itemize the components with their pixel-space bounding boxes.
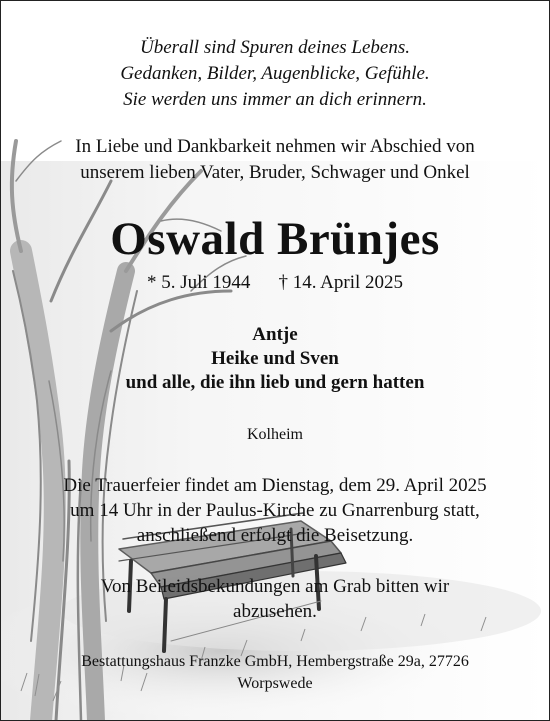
poem-line: Sie werden uns immer an dich erinnern. [123, 89, 427, 110]
mourner-line: Antje [252, 324, 298, 345]
undertaker-line: Bestattungshaus Franzke GmbH, Hembergstraße 29a, 27726 [81, 653, 469, 670]
deceased-name: Oswald Brünjes [110, 213, 440, 265]
condolence-notice [1, 574, 549, 624]
service-line: anschließend erfolgt die Beisetzung. [136, 525, 414, 546]
service-line: um 14 Uhr in der Paulus-Kirche zu Gnarrenburg statt, [70, 500, 480, 521]
farewell-intro [1, 134, 549, 186]
birth-date: * 5. Juli 1944 [146, 272, 251, 293]
poem-line: Überall sind Spuren deines Lebens. [139, 37, 411, 58]
intro-line: In Liebe und Dankbarkeit nehmen wir Abschied von [75, 136, 475, 157]
funeral-service-info [1, 473, 549, 548]
service-line: Die Trauerfeier findet am Dienstag, dem 29. April 2025 [63, 475, 487, 496]
life-dates [1, 270, 549, 296]
notice-line: Von Beileidsbekundungen am Grab bitten wir [100, 576, 450, 597]
mourners-list [1, 323, 549, 395]
undertaker-line: Worpswede [237, 675, 313, 692]
death-date: † 14. April 2025 [278, 272, 403, 293]
memorial-poem [1, 35, 549, 113]
poem-line: Gedanken, Bilder, Augenblicke, Gefühle. [120, 63, 430, 84]
place-name: Kolheim [247, 426, 303, 443]
notice-line: abzusehen. [233, 601, 317, 622]
mourner-line: Heike und Sven [211, 348, 339, 369]
funeral-home-info [1, 651, 549, 695]
intro-line: unserem lieben Vater, Bruder, Schwager und Onkel [80, 162, 470, 183]
mourner-line: und alle, die ihn lieb und gern hatten [125, 372, 425, 393]
